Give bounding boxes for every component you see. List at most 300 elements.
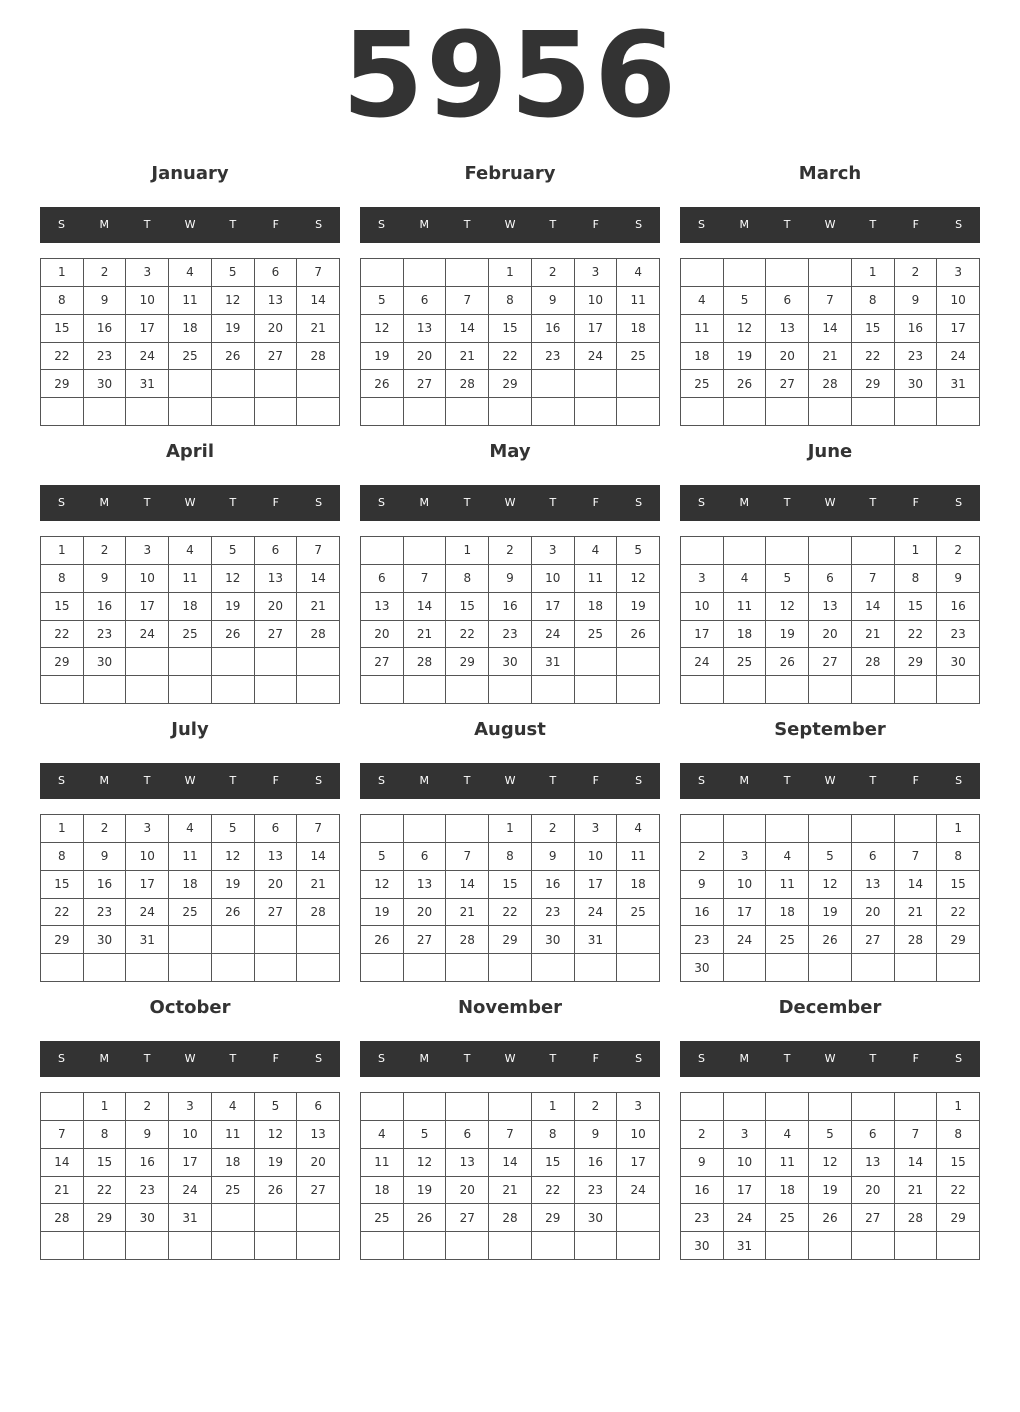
day-cell: 15 — [532, 1149, 575, 1177]
empty-day-cell — [361, 259, 404, 287]
day-cell: 19 — [212, 593, 255, 621]
day-cell: 16 — [681, 899, 724, 927]
day-cell: 21 — [852, 621, 895, 649]
day-cell: 7 — [297, 537, 340, 565]
empty-day-cell — [255, 370, 298, 398]
empty-day-cell — [169, 954, 212, 982]
day-cell: 11 — [724, 593, 767, 621]
empty-day-cell — [255, 926, 298, 954]
empty-day-cell — [724, 537, 767, 565]
day-cell: 19 — [724, 343, 767, 371]
day-cell: 23 — [84, 899, 127, 927]
day-cell: 10 — [126, 843, 169, 871]
day-cell: 24 — [724, 926, 767, 954]
day-cell: 26 — [212, 343, 255, 371]
empty-day-cell — [766, 815, 809, 843]
empty-day-cell — [297, 1232, 340, 1260]
weekday-label: S — [377, 1052, 385, 1065]
day-cell: 17 — [681, 621, 724, 649]
day-cell: 5 — [809, 843, 852, 871]
day-cell: 31 — [169, 1204, 212, 1232]
day-cell: 19 — [212, 315, 255, 343]
day-cell: 19 — [212, 871, 255, 899]
day-cell: 27 — [852, 926, 895, 954]
day-cell: 21 — [446, 343, 489, 371]
empty-day-cell — [895, 676, 938, 704]
empty-day-cell — [681, 537, 724, 565]
weekday-label: W — [824, 496, 836, 509]
month-june — [680, 436, 980, 706]
day-cell: 24 — [575, 343, 618, 371]
day-cell: 20 — [404, 899, 447, 927]
day-cell: 2 — [84, 259, 127, 287]
day-cell: 18 — [766, 899, 809, 927]
weekday-header — [680, 207, 980, 243]
month-name: March — [798, 163, 862, 184]
empty-day-cell — [255, 398, 298, 426]
weekday-label: M — [419, 218, 430, 231]
empty-day-cell — [255, 648, 298, 676]
day-cell: 29 — [84, 1204, 127, 1232]
day-cell: 3 — [681, 565, 724, 593]
weekday-label: W — [184, 1052, 196, 1065]
day-cell: 13 — [404, 871, 447, 899]
empty-day-cell — [404, 954, 447, 982]
day-grid — [40, 1092, 340, 1260]
day-cell: 20 — [852, 899, 895, 927]
day-cell: 30 — [532, 926, 575, 954]
day-grid — [360, 258, 660, 426]
day-cell: 18 — [617, 315, 660, 343]
month-july — [40, 714, 340, 984]
day-cell: 27 — [809, 648, 852, 676]
day-cell: 29 — [489, 926, 532, 954]
empty-day-cell — [532, 398, 575, 426]
day-cell: 27 — [404, 370, 447, 398]
day-cell: 13 — [404, 315, 447, 343]
day-cell: 4 — [617, 815, 660, 843]
empty-day-cell — [617, 648, 660, 676]
day-grid — [40, 536, 340, 704]
day-cell: 7 — [446, 287, 489, 315]
day-grid — [680, 814, 980, 982]
empty-day-cell — [361, 954, 404, 982]
empty-day-cell — [575, 648, 618, 676]
weekday-label: S — [377, 496, 385, 509]
day-cell: 9 — [681, 1149, 724, 1177]
day-cell: 8 — [895, 565, 938, 593]
day-cell: 23 — [84, 343, 127, 371]
day-cell: 8 — [41, 565, 84, 593]
weekday-label: S — [635, 218, 643, 231]
day-cell: 6 — [255, 815, 298, 843]
day-cell: 30 — [681, 1232, 724, 1260]
day-cell: 6 — [255, 259, 298, 287]
day-cell: 16 — [489, 593, 532, 621]
empty-day-cell — [255, 1232, 298, 1260]
day-cell: 18 — [575, 593, 618, 621]
day-cell: 15 — [446, 593, 489, 621]
weekday-label: W — [184, 496, 196, 509]
empty-day-cell — [532, 954, 575, 982]
weekday-label: T — [869, 1052, 877, 1065]
weekday-label: S — [377, 218, 385, 231]
day-cell: 13 — [255, 843, 298, 871]
empty-day-cell — [404, 676, 447, 704]
day-cell: 27 — [255, 343, 298, 371]
weekday-label: S — [955, 1052, 963, 1065]
day-cell: 3 — [169, 1093, 212, 1121]
day-cell: 27 — [446, 1204, 489, 1232]
day-cell: 20 — [404, 343, 447, 371]
day-cell: 16 — [84, 871, 127, 899]
empty-day-cell — [895, 954, 938, 982]
day-cell: 24 — [681, 648, 724, 676]
day-cell: 5 — [766, 565, 809, 593]
weekday-label: T — [783, 1052, 791, 1065]
empty-day-cell — [724, 676, 767, 704]
weekday-header — [360, 1041, 660, 1077]
weekday-label: T — [549, 496, 557, 509]
day-cell: 10 — [724, 1149, 767, 1177]
empty-day-cell — [404, 1232, 447, 1260]
day-cell: 2 — [84, 537, 127, 565]
day-cell: 16 — [681, 1177, 724, 1205]
empty-day-cell — [489, 1232, 532, 1260]
empty-day-cell — [297, 398, 340, 426]
empty-day-cell — [681, 398, 724, 426]
day-cell: 11 — [617, 843, 660, 871]
empty-day-cell — [41, 676, 84, 704]
day-cell: 4 — [766, 1121, 809, 1149]
month-name: February — [464, 163, 556, 184]
weekday-label: S — [955, 774, 963, 787]
day-grid — [360, 814, 660, 982]
day-cell: 5 — [212, 537, 255, 565]
empty-day-cell — [617, 1232, 660, 1260]
empty-day-cell — [169, 1232, 212, 1260]
day-cell: 26 — [212, 621, 255, 649]
empty-day-cell — [169, 648, 212, 676]
day-cell: 12 — [809, 1149, 852, 1177]
empty-day-cell — [766, 1232, 809, 1260]
day-cell: 27 — [404, 926, 447, 954]
empty-day-cell — [297, 1204, 340, 1232]
day-cell: 26 — [404, 1204, 447, 1232]
day-cell: 11 — [681, 315, 724, 343]
day-cell: 19 — [404, 1177, 447, 1205]
day-cell: 8 — [41, 287, 84, 315]
day-cell: 22 — [937, 1177, 980, 1205]
day-cell: 18 — [681, 343, 724, 371]
empty-day-cell — [404, 259, 447, 287]
day-cell: 8 — [41, 843, 84, 871]
weekday-label: F — [272, 774, 279, 787]
day-grid — [40, 814, 340, 982]
day-cell: 29 — [489, 370, 532, 398]
day-cell: 20 — [255, 871, 298, 899]
empty-day-cell — [809, 259, 852, 287]
empty-day-cell — [617, 926, 660, 954]
day-cell: 20 — [255, 593, 298, 621]
day-cell: 22 — [41, 621, 84, 649]
day-cell: 19 — [809, 899, 852, 927]
day-cell: 3 — [126, 537, 169, 565]
weekday-label: W — [504, 1052, 516, 1065]
empty-day-cell — [895, 815, 938, 843]
empty-day-cell — [809, 676, 852, 704]
day-cell: 4 — [575, 537, 618, 565]
weekday-label: F — [272, 496, 279, 509]
empty-day-cell — [446, 1093, 489, 1121]
empty-day-cell — [361, 815, 404, 843]
day-cell: 17 — [724, 1177, 767, 1205]
empty-day-cell — [617, 370, 660, 398]
day-cell: 7 — [297, 815, 340, 843]
empty-day-cell — [852, 815, 895, 843]
empty-day-cell — [809, 954, 852, 982]
weekday-label: S — [697, 774, 705, 787]
empty-day-cell — [361, 537, 404, 565]
day-cell: 24 — [532, 621, 575, 649]
empty-day-cell — [489, 676, 532, 704]
empty-day-cell — [255, 1204, 298, 1232]
day-cell: 19 — [809, 1177, 852, 1205]
day-cell: 28 — [852, 648, 895, 676]
day-cell: 10 — [617, 1121, 660, 1149]
day-cell: 29 — [852, 370, 895, 398]
weekday-label: T — [143, 1052, 151, 1065]
empty-day-cell — [84, 676, 127, 704]
weekday-label: T — [143, 774, 151, 787]
empty-day-cell — [937, 1232, 980, 1260]
day-cell: 3 — [724, 1121, 767, 1149]
month-november — [360, 992, 660, 1262]
day-cell: 5 — [809, 1121, 852, 1149]
day-cell: 31 — [937, 370, 980, 398]
day-cell: 31 — [126, 926, 169, 954]
empty-day-cell — [809, 398, 852, 426]
empty-day-cell — [404, 1093, 447, 1121]
day-cell: 30 — [489, 648, 532, 676]
day-cell: 23 — [84, 621, 127, 649]
day-cell: 27 — [361, 648, 404, 676]
empty-day-cell — [212, 1232, 255, 1260]
weekday-label: M — [99, 1052, 110, 1065]
day-cell: 2 — [489, 537, 532, 565]
day-cell: 25 — [169, 343, 212, 371]
day-cell: 29 — [41, 926, 84, 954]
weekday-label: T — [229, 496, 237, 509]
day-cell: 13 — [255, 565, 298, 593]
day-cell: 12 — [212, 565, 255, 593]
day-cell: 30 — [575, 1204, 618, 1232]
day-cell: 19 — [766, 621, 809, 649]
empty-day-cell — [446, 259, 489, 287]
day-cell: 30 — [84, 370, 127, 398]
day-cell: 10 — [937, 287, 980, 315]
weekday-label: T — [463, 1052, 471, 1065]
empty-day-cell — [255, 954, 298, 982]
day-cell: 27 — [766, 370, 809, 398]
empty-day-cell — [212, 1204, 255, 1232]
day-cell: 15 — [895, 593, 938, 621]
weekday-header — [360, 763, 660, 799]
day-cell: 28 — [297, 343, 340, 371]
day-cell: 25 — [617, 343, 660, 371]
day-cell: 11 — [766, 1149, 809, 1177]
empty-day-cell — [446, 1232, 489, 1260]
day-cell: 12 — [404, 1149, 447, 1177]
weekday-label: T — [869, 218, 877, 231]
day-cell: 11 — [617, 287, 660, 315]
day-cell: 22 — [895, 621, 938, 649]
weekday-label: T — [229, 774, 237, 787]
empty-day-cell — [297, 676, 340, 704]
day-cell: 5 — [212, 815, 255, 843]
day-cell: 4 — [724, 565, 767, 593]
day-cell: 12 — [724, 315, 767, 343]
day-cell: 25 — [169, 899, 212, 927]
day-cell: 25 — [681, 370, 724, 398]
empty-day-cell — [297, 926, 340, 954]
weekday-label: W — [504, 218, 516, 231]
empty-day-cell — [404, 815, 447, 843]
weekday-label: F — [912, 774, 919, 787]
day-cell: 4 — [169, 537, 212, 565]
day-cell: 29 — [895, 648, 938, 676]
day-cell: 29 — [446, 648, 489, 676]
day-cell: 8 — [937, 843, 980, 871]
day-cell: 24 — [126, 899, 169, 927]
day-cell: 24 — [937, 343, 980, 371]
day-cell: 20 — [446, 1177, 489, 1205]
empty-day-cell — [852, 954, 895, 982]
day-cell: 30 — [84, 926, 127, 954]
empty-day-cell — [489, 1093, 532, 1121]
day-cell: 3 — [532, 537, 575, 565]
day-cell: 6 — [404, 287, 447, 315]
day-cell: 3 — [937, 259, 980, 287]
day-cell: 9 — [489, 565, 532, 593]
weekday-label: M — [99, 496, 110, 509]
weekday-label: T — [143, 496, 151, 509]
empty-day-cell — [361, 398, 404, 426]
day-cell: 12 — [766, 593, 809, 621]
weekday-label: W — [184, 774, 196, 787]
day-cell: 13 — [446, 1149, 489, 1177]
day-cell: 12 — [212, 843, 255, 871]
day-cell: 21 — [404, 621, 447, 649]
empty-day-cell — [575, 1232, 618, 1260]
day-cell: 6 — [297, 1093, 340, 1121]
day-cell: 27 — [255, 621, 298, 649]
day-cell: 21 — [489, 1177, 532, 1205]
day-cell: 17 — [937, 315, 980, 343]
empty-day-cell — [84, 1232, 127, 1260]
day-cell: 2 — [532, 815, 575, 843]
day-cell: 13 — [255, 287, 298, 315]
empty-day-cell — [212, 398, 255, 426]
empty-day-cell — [84, 954, 127, 982]
day-cell: 8 — [937, 1121, 980, 1149]
month-name: November — [457, 997, 563, 1018]
empty-day-cell — [255, 676, 298, 704]
weekday-label: S — [57, 218, 65, 231]
day-cell: 13 — [297, 1121, 340, 1149]
day-cell: 24 — [724, 1204, 767, 1232]
day-cell: 23 — [532, 899, 575, 927]
weekday-label: F — [272, 1052, 279, 1065]
day-cell: 28 — [446, 370, 489, 398]
empty-day-cell — [852, 398, 895, 426]
weekday-label: S — [955, 496, 963, 509]
empty-day-cell — [489, 398, 532, 426]
empty-day-cell — [212, 648, 255, 676]
weekday-label: W — [504, 496, 516, 509]
day-cell: 2 — [532, 259, 575, 287]
day-cell: 12 — [617, 565, 660, 593]
day-cell: 2 — [937, 537, 980, 565]
day-cell: 1 — [489, 815, 532, 843]
day-cell: 16 — [84, 315, 127, 343]
day-cell: 25 — [724, 648, 767, 676]
day-cell: 18 — [169, 593, 212, 621]
day-cell: 9 — [575, 1121, 618, 1149]
day-cell: 12 — [212, 287, 255, 315]
day-cell: 30 — [895, 370, 938, 398]
month-name: December — [778, 997, 882, 1018]
weekday-label: T — [783, 496, 791, 509]
day-cell: 24 — [169, 1177, 212, 1205]
day-cell: 2 — [126, 1093, 169, 1121]
weekday-label: S — [697, 496, 705, 509]
day-cell: 16 — [126, 1149, 169, 1177]
day-cell: 1 — [489, 259, 532, 287]
day-cell: 18 — [212, 1149, 255, 1177]
day-cell: 23 — [937, 621, 980, 649]
day-cell: 7 — [809, 287, 852, 315]
day-cell: 23 — [532, 343, 575, 371]
empty-day-cell — [532, 676, 575, 704]
empty-day-cell — [169, 370, 212, 398]
day-cell: 23 — [895, 343, 938, 371]
empty-day-cell — [84, 398, 127, 426]
day-cell: 27 — [297, 1177, 340, 1205]
month-name: October — [149, 997, 231, 1018]
day-cell: 17 — [724, 899, 767, 927]
day-cell: 16 — [532, 315, 575, 343]
empty-day-cell — [937, 676, 980, 704]
month-september — [680, 714, 980, 984]
weekday-label: S — [57, 496, 65, 509]
day-cell: 13 — [852, 1149, 895, 1177]
empty-day-cell — [41, 954, 84, 982]
day-cell: 15 — [852, 315, 895, 343]
day-cell: 11 — [169, 565, 212, 593]
day-cell: 4 — [766, 843, 809, 871]
empty-day-cell — [361, 676, 404, 704]
empty-day-cell — [937, 398, 980, 426]
day-cell: 10 — [169, 1121, 212, 1149]
month-april — [40, 436, 340, 706]
day-cell: 10 — [126, 287, 169, 315]
weekday-label: T — [869, 774, 877, 787]
day-cell: 21 — [41, 1177, 84, 1205]
weekday-label: M — [419, 496, 430, 509]
day-cell: 4 — [169, 815, 212, 843]
day-cell: 4 — [169, 259, 212, 287]
